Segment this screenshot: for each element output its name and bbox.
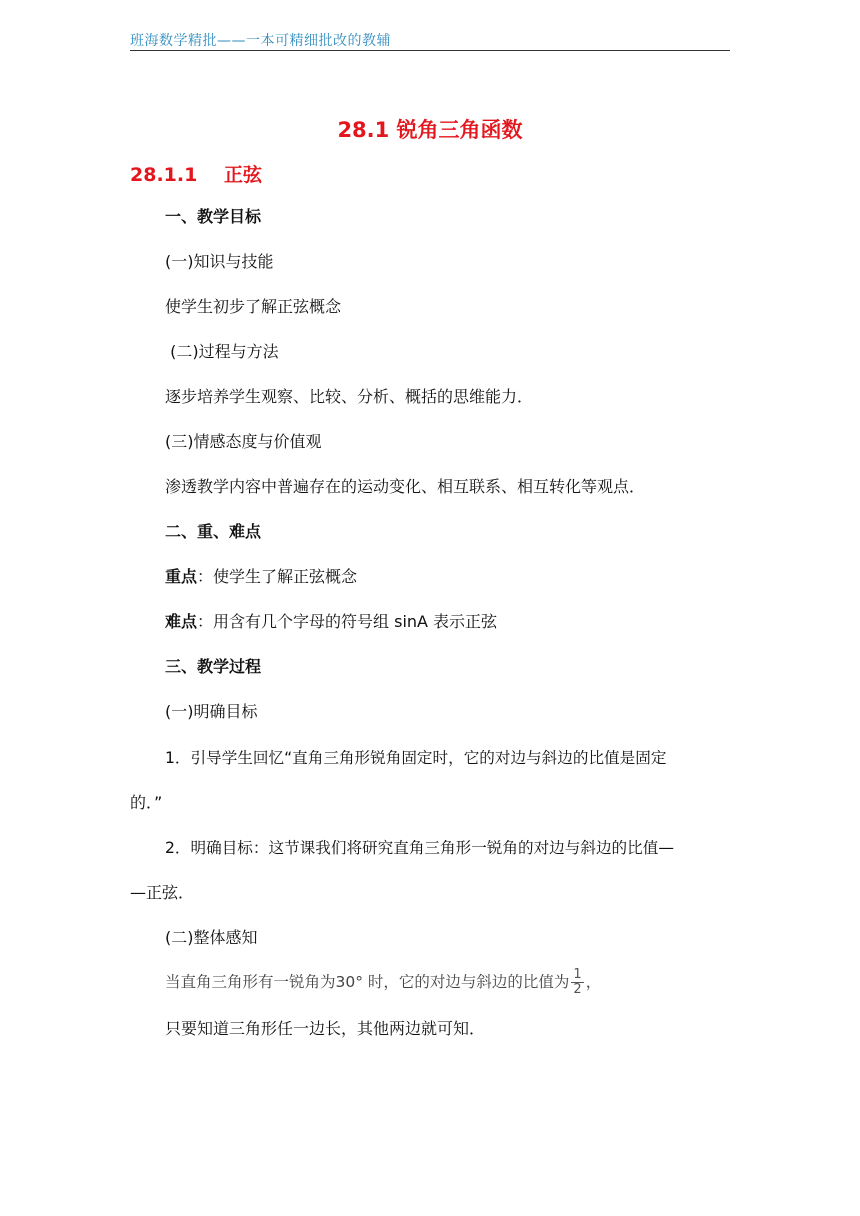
emotion-text: 渗透教学内容中普遍存在的运动变化、相互联系、相互转化等观点． <box>165 477 646 496</box>
fraction-one-half <box>571 968 583 997</box>
section-subtitle <box>130 160 262 187</box>
fraction-denominator: 2 <box>573 982 582 997</box>
document-title: 28.1 锐角三角函数 <box>337 118 523 142</box>
difficult-point-text: ：用含有几个字母的符号组 sinA 表示正弦 <box>197 612 498 631</box>
item1-line1: 1．引导学生回忆“直角三角形锐角固定时，它的对边与斜边的比值是固定 <box>165 749 667 767</box>
process-text: 逐步培养学生观察、比较、分析、概括的思维能力． <box>165 387 534 406</box>
fraction-numerator: 1 <box>573 967 582 982</box>
key-point-text: ：使学生了解正弦概念 <box>197 567 358 586</box>
formula-text-before: 当直角三角形有一锐角为30° 时，它的对边与斜边的比值为 <box>165 973 570 991</box>
clear-goal-heading: (一)明确目标 <box>165 702 258 721</box>
key-point-line <box>165 567 357 587</box>
process-heading: (二)过程与方法 <box>165 342 279 361</box>
last-line: 只要知道三角形任一边长，其他两边就可知． <box>165 1019 486 1038</box>
key-points-heading: 二、重、难点 <box>165 522 262 541</box>
difficult-point-label: 难点 <box>165 612 198 631</box>
key-point-label: 重点 <box>165 567 198 586</box>
overall-heading: (二)整体感知 <box>165 928 258 947</box>
page-header <box>130 28 730 51</box>
formula-text-after: ， <box>585 973 602 991</box>
teaching-process-heading: 三、教学过程 <box>165 657 262 676</box>
item2-line2: —正弦． <box>130 883 195 902</box>
subtitle-number: 28.1.1 <box>130 164 198 186</box>
difficult-point-line <box>165 612 497 632</box>
goals-heading: 一、教学目标 <box>165 207 262 226</box>
subtitle-text: 正弦 <box>223 164 262 186</box>
header-text: 班海数学精批——一本可精细批改的教辅 <box>130 33 391 49</box>
knowledge-heading: (一)知识与技能 <box>165 252 274 271</box>
item2-line1: 2．明确目标：这节课我们将研究直角三角形一锐角的对边与斜边的比值— <box>165 839 674 857</box>
emotion-heading: (三)情感态度与价值观 <box>165 432 322 451</box>
formula-line <box>165 968 601 997</box>
item1-line2: 的．” <box>130 793 163 812</box>
knowledge-text: 使学生初步了解正弦概念 <box>165 297 342 316</box>
